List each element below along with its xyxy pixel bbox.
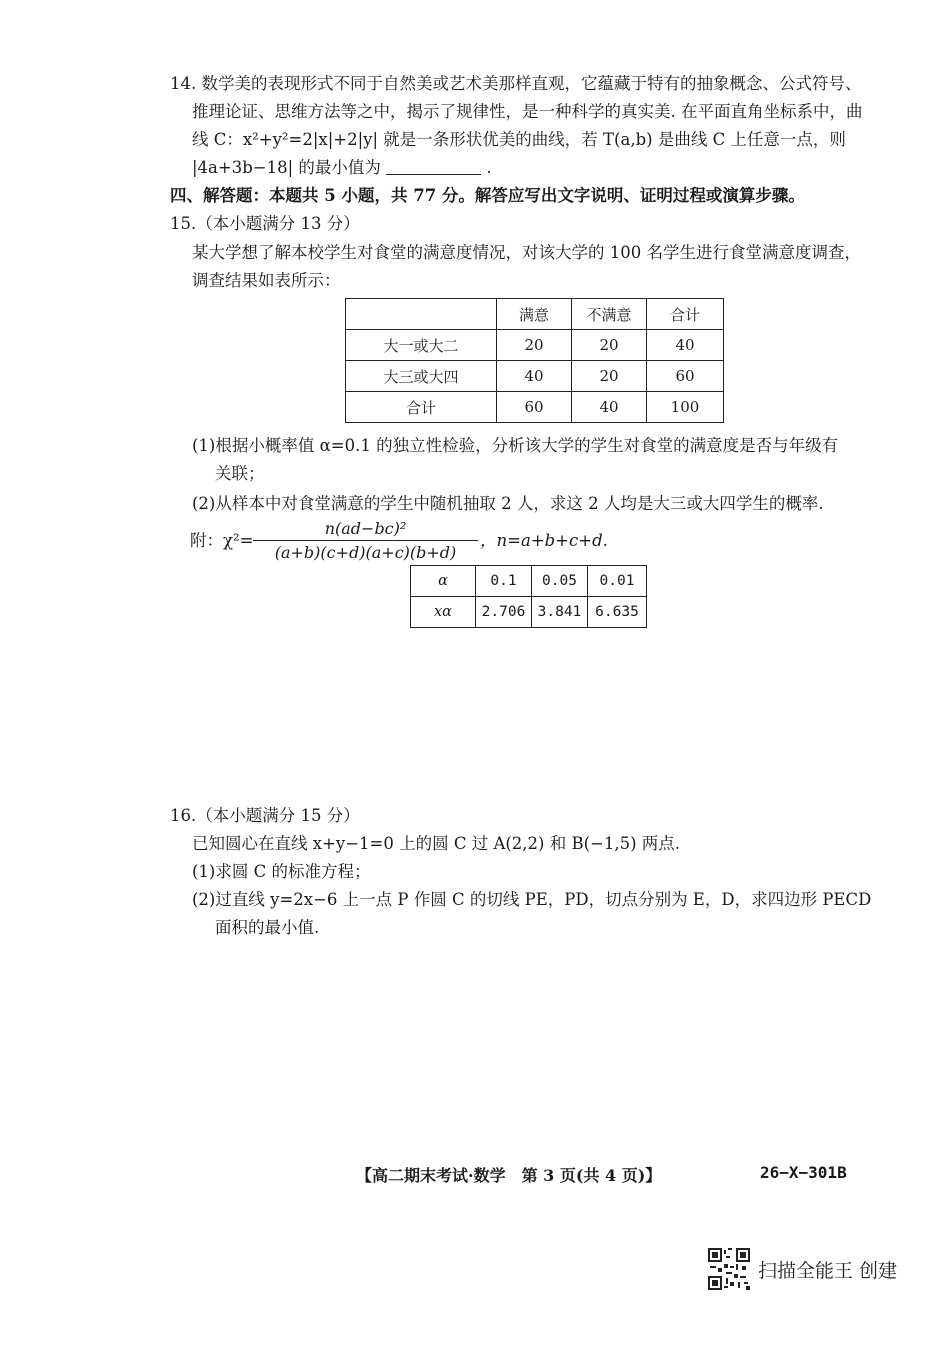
table-cell: 大三或大四	[346, 361, 497, 392]
fraction-numerator: n(ad−bc)²	[324, 519, 407, 538]
fraction-bar	[253, 540, 478, 541]
table-cell: 40	[497, 361, 572, 392]
table-row	[411, 566, 647, 597]
q16-intro: 已知圆心在直线 x+y−1=0 上的圆 C 过 A(2,2) 和 B(−1,5) 两点.	[192, 834, 681, 853]
table-header-cell: 满意	[497, 299, 572, 330]
critical-value-table	[410, 565, 647, 628]
satisfaction-table	[345, 298, 724, 423]
table-cell: 0.01	[588, 566, 647, 597]
page-footer: 【高二期末考试·数学 第 3 页(共 4 页)】	[356, 1166, 662, 1185]
q15-intro-2: 调查结果如表所示：	[192, 271, 341, 290]
table-row	[346, 361, 724, 392]
q14-line-2: 推理论证、思维方法等之中，揭示了规律性，是一种科学的真实美. 在平面直角坐标系中，曲	[192, 102, 863, 121]
q15-part-2: (2)从样本中对食堂满意的学生中随机抽取 2 人，求这 2 人均是大三或大四学生的概率.	[192, 494, 824, 513]
table-header-cell	[346, 299, 497, 330]
table-header-row	[346, 299, 724, 330]
q16-part-2-b: 面积的最小值.	[215, 918, 320, 937]
table-cell: 3.841	[532, 597, 588, 628]
q16-part-2-a: (2)过直线 y=2x−6 上一点 P 作圆 C 的切线 PE，PD，切点分别为 E，D，求四边形 PECD	[192, 890, 872, 909]
table-row	[411, 597, 647, 628]
scanner-watermark	[708, 1248, 897, 1290]
table-header-cell: 合计	[647, 299, 724, 330]
formula-prefix: 附：χ²=	[190, 531, 254, 550]
exam-code: 26−X−301B	[760, 1163, 847, 1182]
q14-line-3: 线 C：x²+y²=2|x|+2|y| 就是一条形状优美的曲线，若 T(a,b) 是曲线 C 上任意一点，则	[192, 130, 846, 149]
chi-square-fraction	[253, 519, 478, 563]
q14-line-4	[192, 157, 492, 179]
table-cell: 40	[572, 392, 647, 423]
q15-head: 15.（本小题满分 13 分）	[170, 214, 360, 233]
q16-part-1: (1)求圆 C 的标准方程；	[192, 862, 371, 881]
table-cell: 0.05	[532, 566, 588, 597]
table-cell: xα	[411, 597, 476, 628]
table-cell: 60	[647, 361, 724, 392]
q15-intro-1: 某大学想了解本校学生对食堂的满意度情况，对该大学的 100 名学生进行食堂满意度调查，	[192, 243, 861, 262]
table-cell: 60	[497, 392, 572, 423]
q16-head: 16.（本小题满分 15 分）	[170, 806, 360, 825]
answer-blank	[386, 158, 481, 175]
table-cell: 2.706	[476, 597, 532, 628]
q14-line-1: 14. 数学美的表现形式不同于自然美或艺术美那样直观，它蕴藏于特有的抽象概念、公式符号、	[170, 74, 862, 93]
fraction-denominator: (a+b)(c+d)(a+c)(b+d)	[274, 543, 457, 562]
table-cell: 0.1	[476, 566, 532, 597]
table-row	[346, 330, 724, 361]
section-heading: 四、解答题：本题共 5 小题，共 77 分。解答应写出文字说明、证明过程或演算步骤。	[170, 186, 805, 205]
formula-suffix: ，n=a+b+c+d.	[480, 531, 608, 550]
qr-code-icon	[708, 1248, 750, 1290]
table-cell: α	[411, 566, 476, 597]
table-cell: 6.635	[588, 597, 647, 628]
table-cell: 40	[647, 330, 724, 361]
q14-question-text: |4a+3b−18| 的最小值为	[192, 158, 381, 177]
q15-part-1-a: (1)根据小概率值 α=0.1 的独立性检验，分析该大学的学生对食堂的满意度是否与年级有	[192, 436, 839, 455]
table-cell: 合计	[346, 392, 497, 423]
table-cell: 20	[497, 330, 572, 361]
q15-part-1-b: 关联；	[215, 464, 265, 483]
table-cell: 20	[572, 361, 647, 392]
table-row	[346, 392, 724, 423]
q14-period: .	[486, 158, 492, 177]
table-cell: 100	[647, 392, 724, 423]
table-cell: 20	[572, 330, 647, 361]
table-cell: 大一或大二	[346, 330, 497, 361]
table-header-cell: 不满意	[572, 299, 647, 330]
scanner-text: 扫描全能王 创建	[758, 1259, 898, 1282]
